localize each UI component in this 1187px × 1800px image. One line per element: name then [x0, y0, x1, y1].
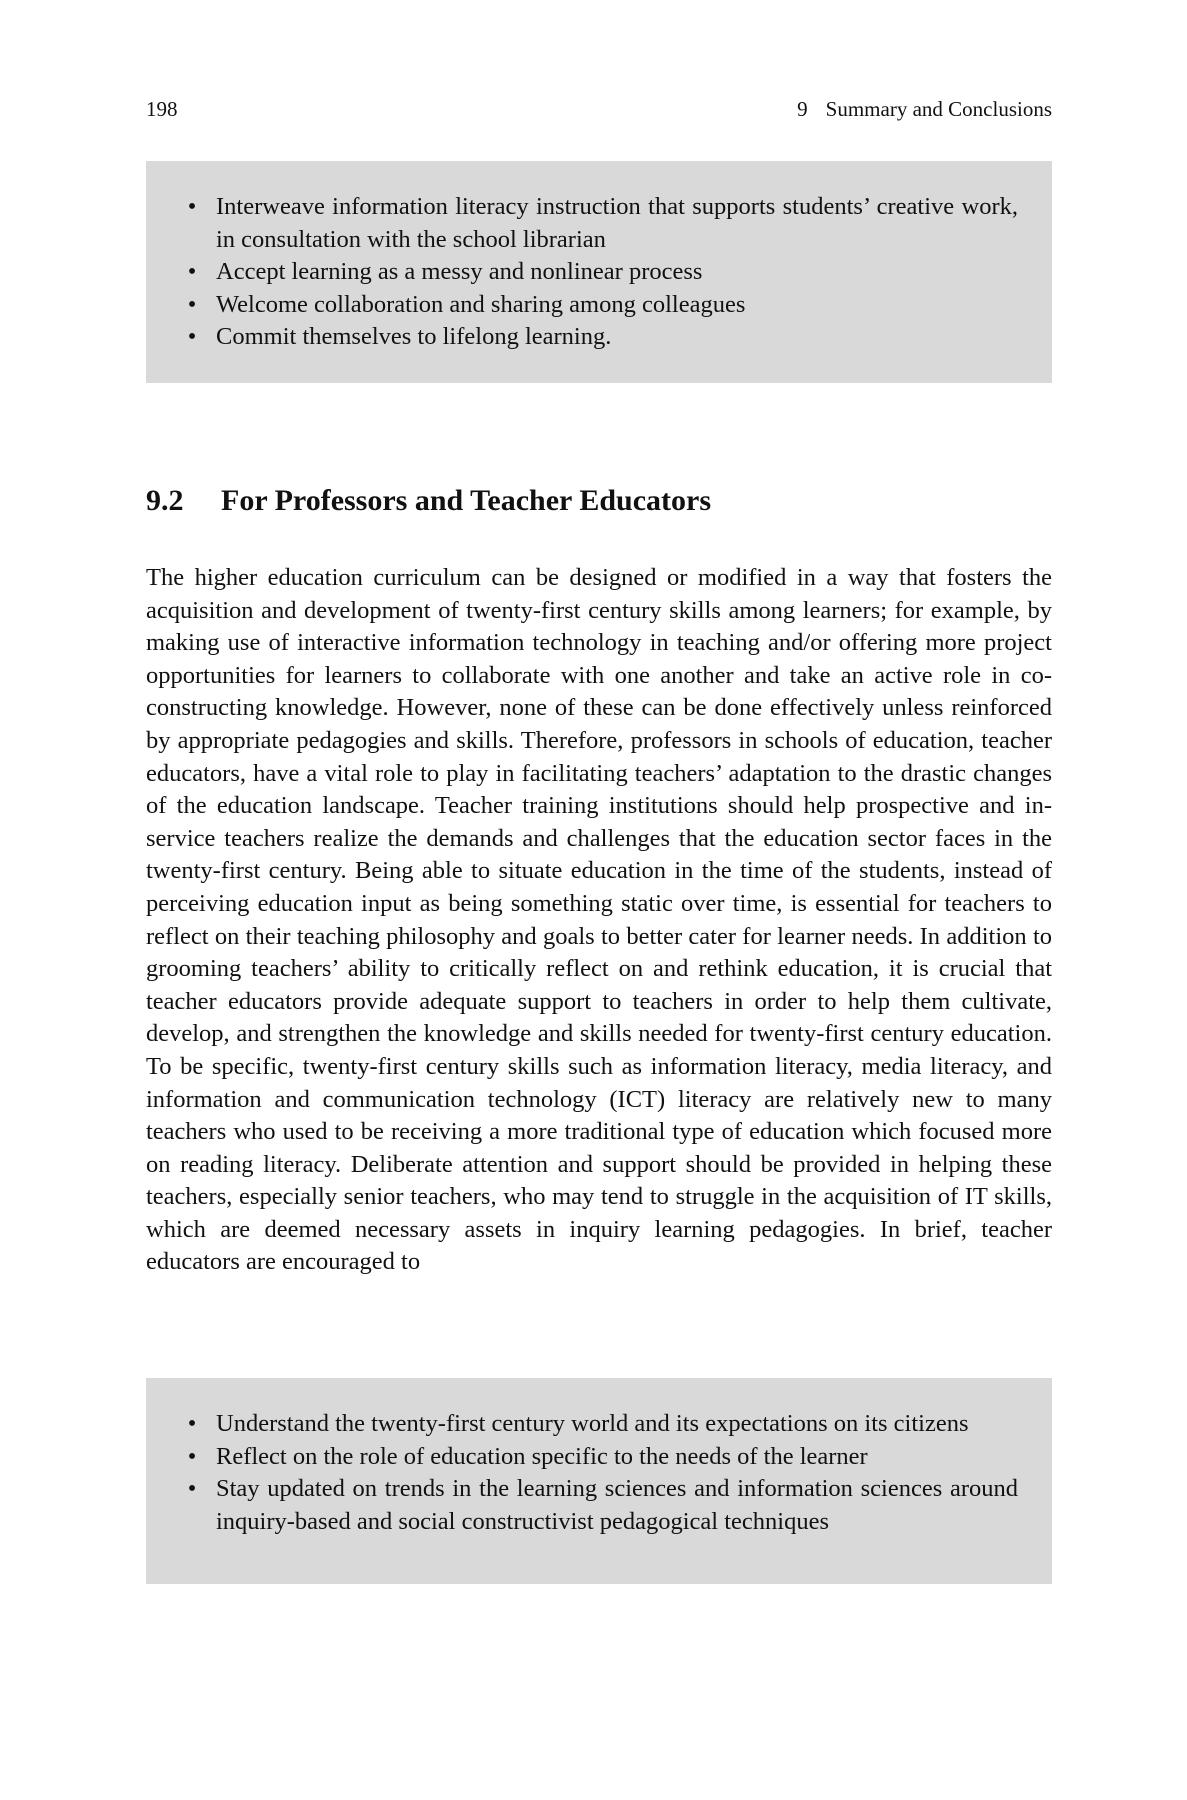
- page-number: 198: [146, 97, 178, 121]
- bullet-list: [146, 191, 1018, 354]
- list-item: • Understand the twenty-first century world and its expectations on its citizens: [146, 1408, 1018, 1441]
- recommendation-box-teacher-educators: [146, 1378, 1052, 1584]
- chapter-running-title: [797, 96, 1052, 122]
- list-item: • Accept learning as a messy and nonlinear process: [146, 256, 1018, 289]
- list-item: • Commit themselves to lifelong learning.: [146, 321, 1018, 354]
- list-item: • Welcome collaboration and sharing among colleagues: [146, 289, 1018, 322]
- bullet-icon: •: [187, 258, 197, 285]
- bullet-icon: •: [187, 1442, 197, 1470]
- bullet-icon: •: [187, 193, 197, 220]
- section-number: 9.2: [146, 484, 184, 517]
- section-heading: [146, 482, 711, 520]
- bullet-icon: •: [187, 1410, 197, 1437]
- recommendation-box-teachers: [146, 161, 1052, 383]
- chapter-title: Summary and Conclusions: [825, 97, 1052, 121]
- bullet-icon: •: [187, 1475, 197, 1502]
- chapter-number: 9: [797, 97, 808, 121]
- running-head: [146, 96, 1052, 122]
- bullet-icon: •: [187, 290, 197, 318]
- bullet-list: [146, 1408, 1018, 1538]
- list-item: • Reflect on the role of education specific to the needs of the learner: [146, 1441, 1018, 1474]
- bullet-icon: •: [187, 323, 197, 350]
- list-item: • Stay updated on trends in the learning sciences and information sciences around inquiry-based and social constructivist pedagogical techniques: [146, 1473, 1018, 1538]
- body-paragraph: The higher education curriculum can be designed or modified in a way that fosters the acquisition and development of twenty-first century skills among learners; for example, by making use of interactive information technology in teaching and/or offering more project opportunities for learners to collaborate with one another and take an active role in co-constructing knowledge. However, none of these can be done effectively unless reinforced by appropriate pedagogies and skills. Therefore, professors in schools of education, teacher educators, have a vital role to play in facilitating teachers’ adaptation to the drastic changes of the education landscape. Teacher training institutions should help prospective and in-service teachers realize the demands and challenges that the education sector faces in the twenty-first century. Being able to situate education in the time of the students, instead of perceiving education input as being something static over time, is essential for teachers to reflect on their teaching philosophy and goals to better cater for learner needs. In addition to grooming teachers’ ability to critically reflect on and rethink education, it is crucial that teacher educators provide adequate support to teachers in order to help them cultivate, develop, and strengthen the knowledge and skills needed for twenty-first century education. To be specific, twenty-first century skills such as information literacy, media literacy, and information and communication technology (ICT) literacy are relatively new to many teachers who used to be receiving a more traditional type of education which focused more on reading literacy. Deliberate attention and support should be provided in helping these teachers, especially senior teachers, who may tend to struggle in the acquisition of IT skills, which are deemed necessary assets in inquiry learning pedagogies. In brief, teacher educators are encouraged to: [146, 564, 1052, 1276]
- list-item: • Interweave information literacy instruction that supports students’ creative work, in consultation with the school librarian: [146, 191, 1018, 256]
- section-title: For Professors and Teacher Educators: [221, 484, 712, 517]
